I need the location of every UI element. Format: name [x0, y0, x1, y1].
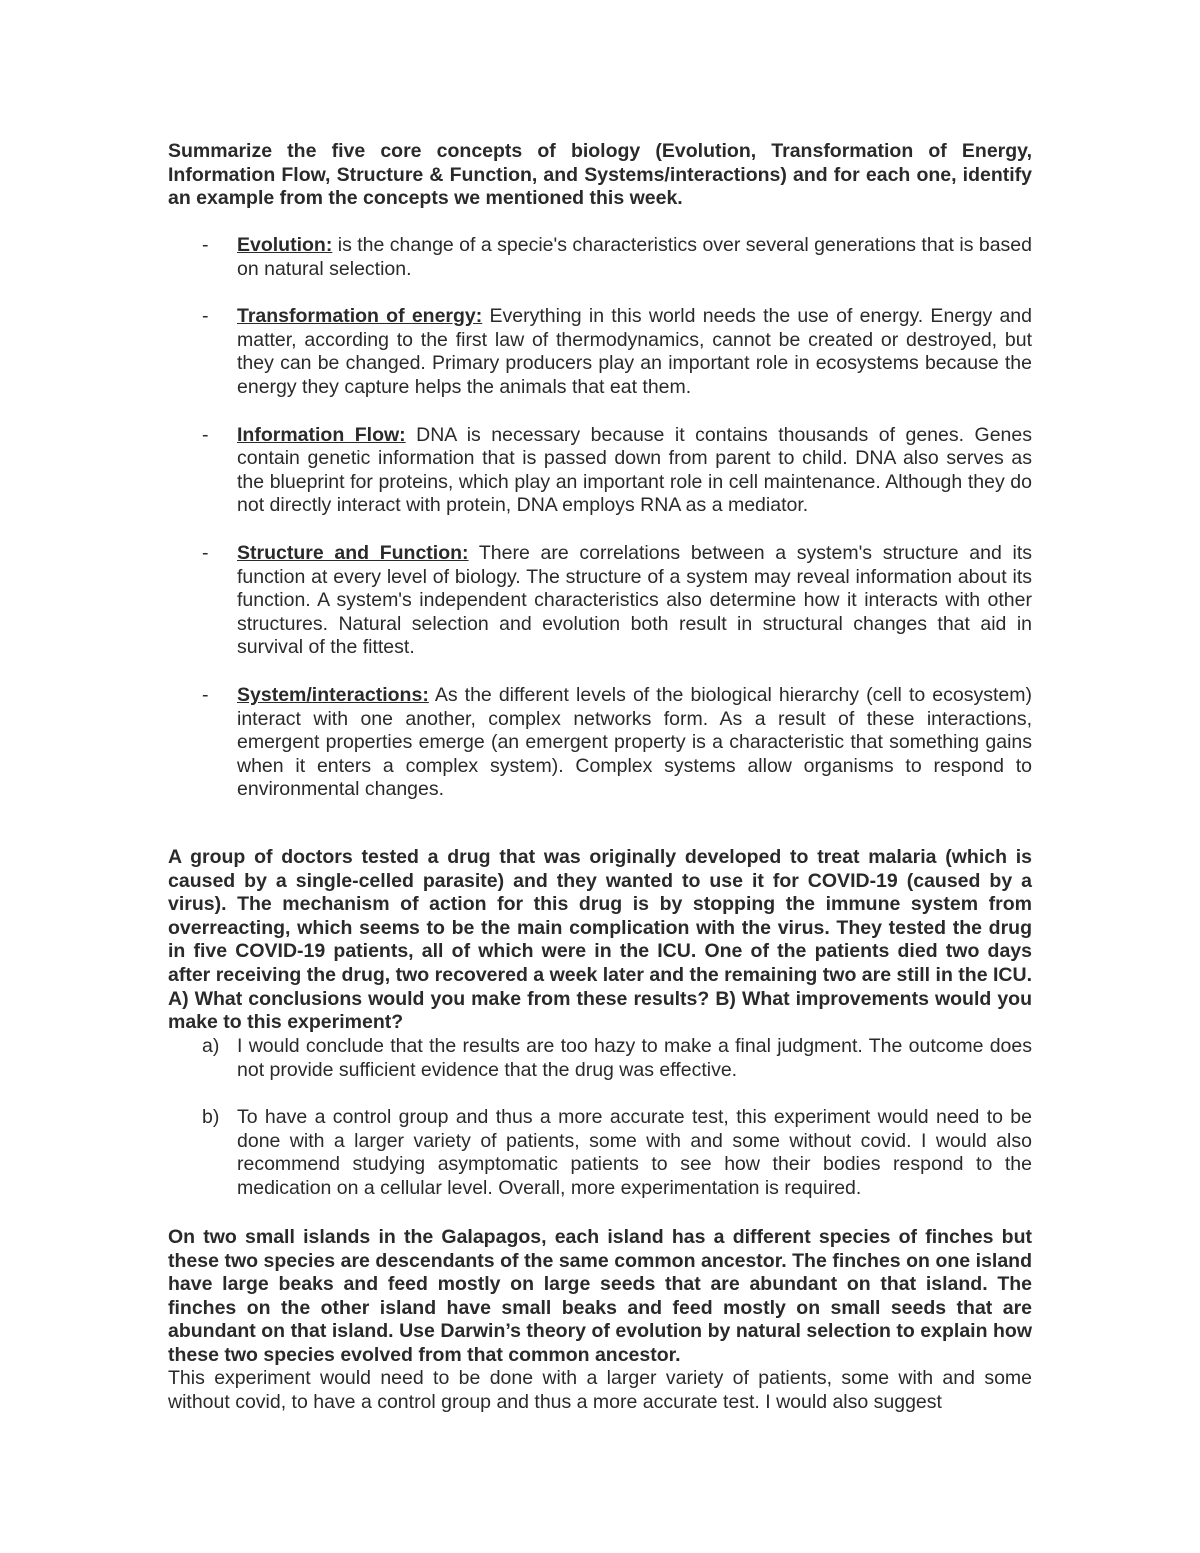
- list-bullet: -: [202, 423, 209, 446]
- concept-item-system-interactions: [168, 684, 1032, 802]
- answer-marker: a): [202, 1035, 220, 1057]
- question-3-answer: This experiment would need to be done with a larger variety of patients, some with and some without covid, to have a control group and thus a more accurate test. I would also suggest: [168, 1367, 1032, 1413]
- list-bullet: -: [202, 234, 209, 256]
- concept-term: Transformation of energy:: [237, 305, 483, 328]
- question-2-prompt: A group of doctors tested a drug that was originally developed to treat malaria (which is caused by a single-celled parasite) and they wanted to use it for COVID-19 (caused by a virus). The mechanism of action for this drug is by stopping the immune system from overreacting, which seems to be the main complication with the virus. They tested the drug in five COVID-19 patients, all of which were in the ICU. One of the patients died two days after receiving the drug, two recovered a week later and the remaining two are still in the ICU. A) What conclusions would you make from these results? B) What improvements would you make to this experiment?: [168, 846, 1032, 1034]
- concept-description: There are correlations between a system's structure and its function at every level of biology. The structure of a system may reveal information about its function. A system's independent characteristics also determine how it interacts with other structures. Natural selection and evolution both result in structural changes that aid in survival of the fittest.: [237, 541, 1032, 659]
- concept-item-transformation-of-energy: [168, 305, 1032, 399]
- question-3-prompt: On two small islands in the Galapagos, each island has a different species of finches but these two species are descendants of the same common ancestor. The finches on one island have large beaks and feed mostly on large seeds that are abundant on that island. The finches on the other island have small beaks and feed mostly on small seeds that are abundant on that island. Use Darwin’s theory of evolution by natural selection to explain how these two species evolved from that common ancestor.: [168, 1226, 1032, 1366]
- concept-term: Information Flow:: [237, 423, 406, 446]
- list-bullet: -: [202, 683, 209, 706]
- question-2-answers: [168, 1035, 1032, 1225]
- concept-item-structure-and-function: [168, 542, 1032, 660]
- concept-description: Everything in this world needs the use of energy. Energy and matter, according to the first law of thermodynamics, cannot be created or destroyed, but they can be changed. Primary producers play an important role in ecosystems because the energy they capture helps the animals that eat them.: [237, 305, 1032, 398]
- concept-term: System/interactions:: [237, 683, 429, 706]
- answer-item-b: [168, 1106, 1032, 1200]
- concept-description: As the different levels of the biological hierarchy (cell to ecosystem) interact with one another, complex networks form. As a result of these interactions, emergent properties emerge (an emergent property is a characteristic that something gains when it enters a complex system). Complex systems allow organisms to respond to environmental changes.: [237, 683, 1032, 801]
- answer-text: I would conclude that the results are too hazy to make a final judgment. The outcome does not provide sufficient evidence that the drug was effective.: [237, 1035, 1032, 1081]
- core-concepts-list: [168, 234, 1032, 826]
- concept-item-information-flow: [168, 424, 1032, 518]
- concept-item-evolution: [168, 234, 1032, 281]
- concept-description: DNA is necessary because it contains thousands of genes. Genes contain genetic information that is passed down from parent to child. DNA also serves as the blueprint for proteins, which play an important role in cell maintenance. Although they do not directly interact with protein, DNA employs RNA as a mediator.: [237, 423, 1032, 517]
- concept-description: is the change of a specie's characteristics over several generations that is based on natural selection.: [237, 234, 1032, 280]
- concept-term: Evolution:: [237, 234, 333, 256]
- list-bullet: -: [202, 305, 209, 328]
- list-bullet: -: [202, 541, 209, 564]
- answer-item-a: [168, 1035, 1032, 1082]
- answer-marker: b): [202, 1106, 220, 1129]
- concept-term: Structure and Function:: [237, 541, 469, 564]
- answer-text: To have a control group and thus a more accurate test, this experiment would need to be done with a larger variety of patients, some with and some without covid. I would also recommend studying asymptomatic patients to see how their bodies respond to the medication on a cellular level. Overall, more experimentation is required.: [237, 1106, 1032, 1199]
- question-1-prompt: Summarize the five core concepts of biology (Evolution, Transformation of Energy, Information Flow, Structure & Function, and Systems/interactions) and for each one, identify an example from the concepts we mentioned this week.: [168, 140, 1032, 210]
